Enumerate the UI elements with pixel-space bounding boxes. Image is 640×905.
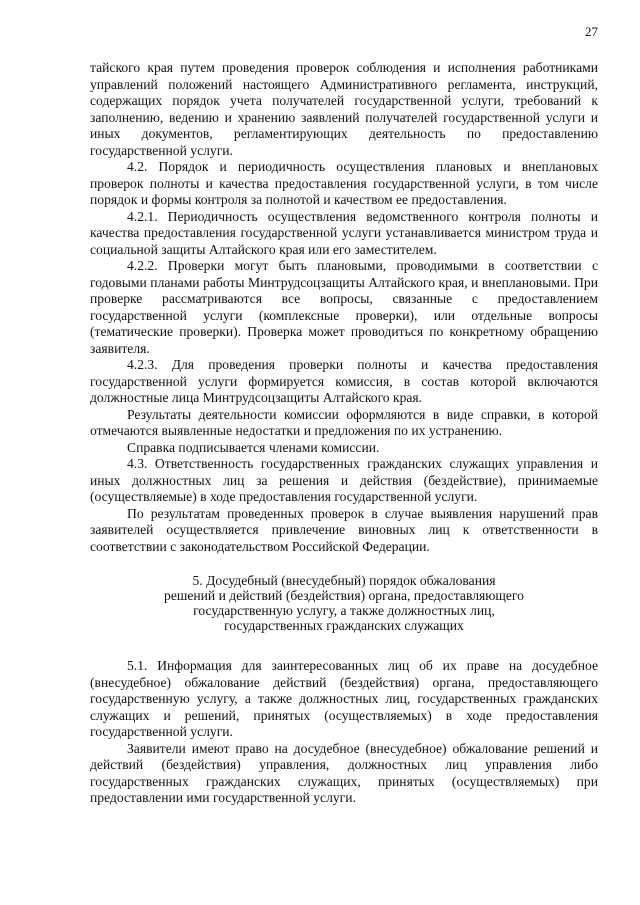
- section-heading-line: государственную услугу, а также должностных лиц,: [193, 603, 495, 618]
- paragraph: 4.2.2. Проверки могут быть плановыми, проводимыми в соответствии с годовыми планами работы Минтрудсоцзащиты Алтайского края, и внеплановыми. При проверке рассматриваются все вопросы, связанные с предоставлением государственной услуги (комплексные проверки), или отдельные вопросы (тематические проверки). Проверка может проводиться по конкретному обращению заявителя.: [90, 258, 598, 356]
- paragraph: 4.2.1. Периодичность осуществления ведомственного контроля полноты и качества предоставления государственной услуги устанавливается министром труда и социальной защиты Алтайского края или его заместителем.: [90, 208, 598, 257]
- paragraph: 4.2. Порядок и периодичность осуществления плановых и внеплановых проверок полноты и качества предоставления государственной услуги, в том числе порядок и формы контроля за полнотой и качеством ее предоставления.: [90, 159, 598, 207]
- paragraph: 4.3. Ответственность государственных гражданских служащих управления и иных должностных лиц за решения и действия (бездействие), принимаемые (осуществляемые) в ходе предоставления государственной услуги.: [90, 456, 598, 504]
- paragraphs-before-heading: [90, 60, 598, 555]
- page-number: 27: [585, 24, 598, 39]
- paragraphs-after-heading: [90, 658, 598, 807]
- paragraph: По результатам проведенных проверок в случае выявления нарушений прав заявителей осуществляется привлечение виновных лиц к ответственности в соответствии с законодательством Российской Федерации.: [90, 505, 598, 554]
- section-heading-line: государственных гражданских служащих: [224, 618, 464, 633]
- section-heading-line: 5. Досудебный (внесудебный) порядок обжалования: [192, 573, 496, 588]
- paragraph: Заявители имеют право на досудебное (внесудебное) обжалование решений и действий (бездействия) управления, должностных лиц управления либо государственных гражданских служащих, принятых (осуществляемых) при предоставлении ими государственной услуги.: [90, 740, 598, 805]
- paragraph: Результаты деятельности комиссии оформляются в виде справки, в которой отмечаются выявленные недостатки и предложения по их устранению.: [90, 406, 598, 438]
- section-heading: [90, 573, 598, 633]
- section-heading-line: решений и действий (бездействия) органа, предоставляющего: [164, 588, 524, 603]
- paragraph: 5.1. Информация для заинтересованных лиц об их праве на досудебное (внесудебное) обжалование действий (бездействия) органа, предоставляющего государственную услугу, а также должностных лиц, государственных гражданских служащих и решений, принятых (осуществляемых) в ходе предоставления государственной услуги.: [90, 658, 598, 739]
- paragraph: тайского края путем проведения проверок соблюдения и исполнения работниками управлений положений настоящего Административного регламента, инструкций, содержащих порядок учета получателей государственной услуги, требований к заполнению, ведению и хранению заявлений получателей государственной услуги и иных документов, регламентирующих деятельность по предоставлению государственной услуги.: [90, 60, 598, 158]
- paragraph: 4.2.3. Для проведения проверки полноты и качества предоставления государственной услуги формируется комиссия, в состав которой включаются должностные лица Минтрудсоцзащиты Алтайского края.: [90, 357, 598, 405]
- document-body: [90, 60, 598, 807]
- paragraph: Справка подписывается членами комиссии.: [127, 439, 380, 455]
